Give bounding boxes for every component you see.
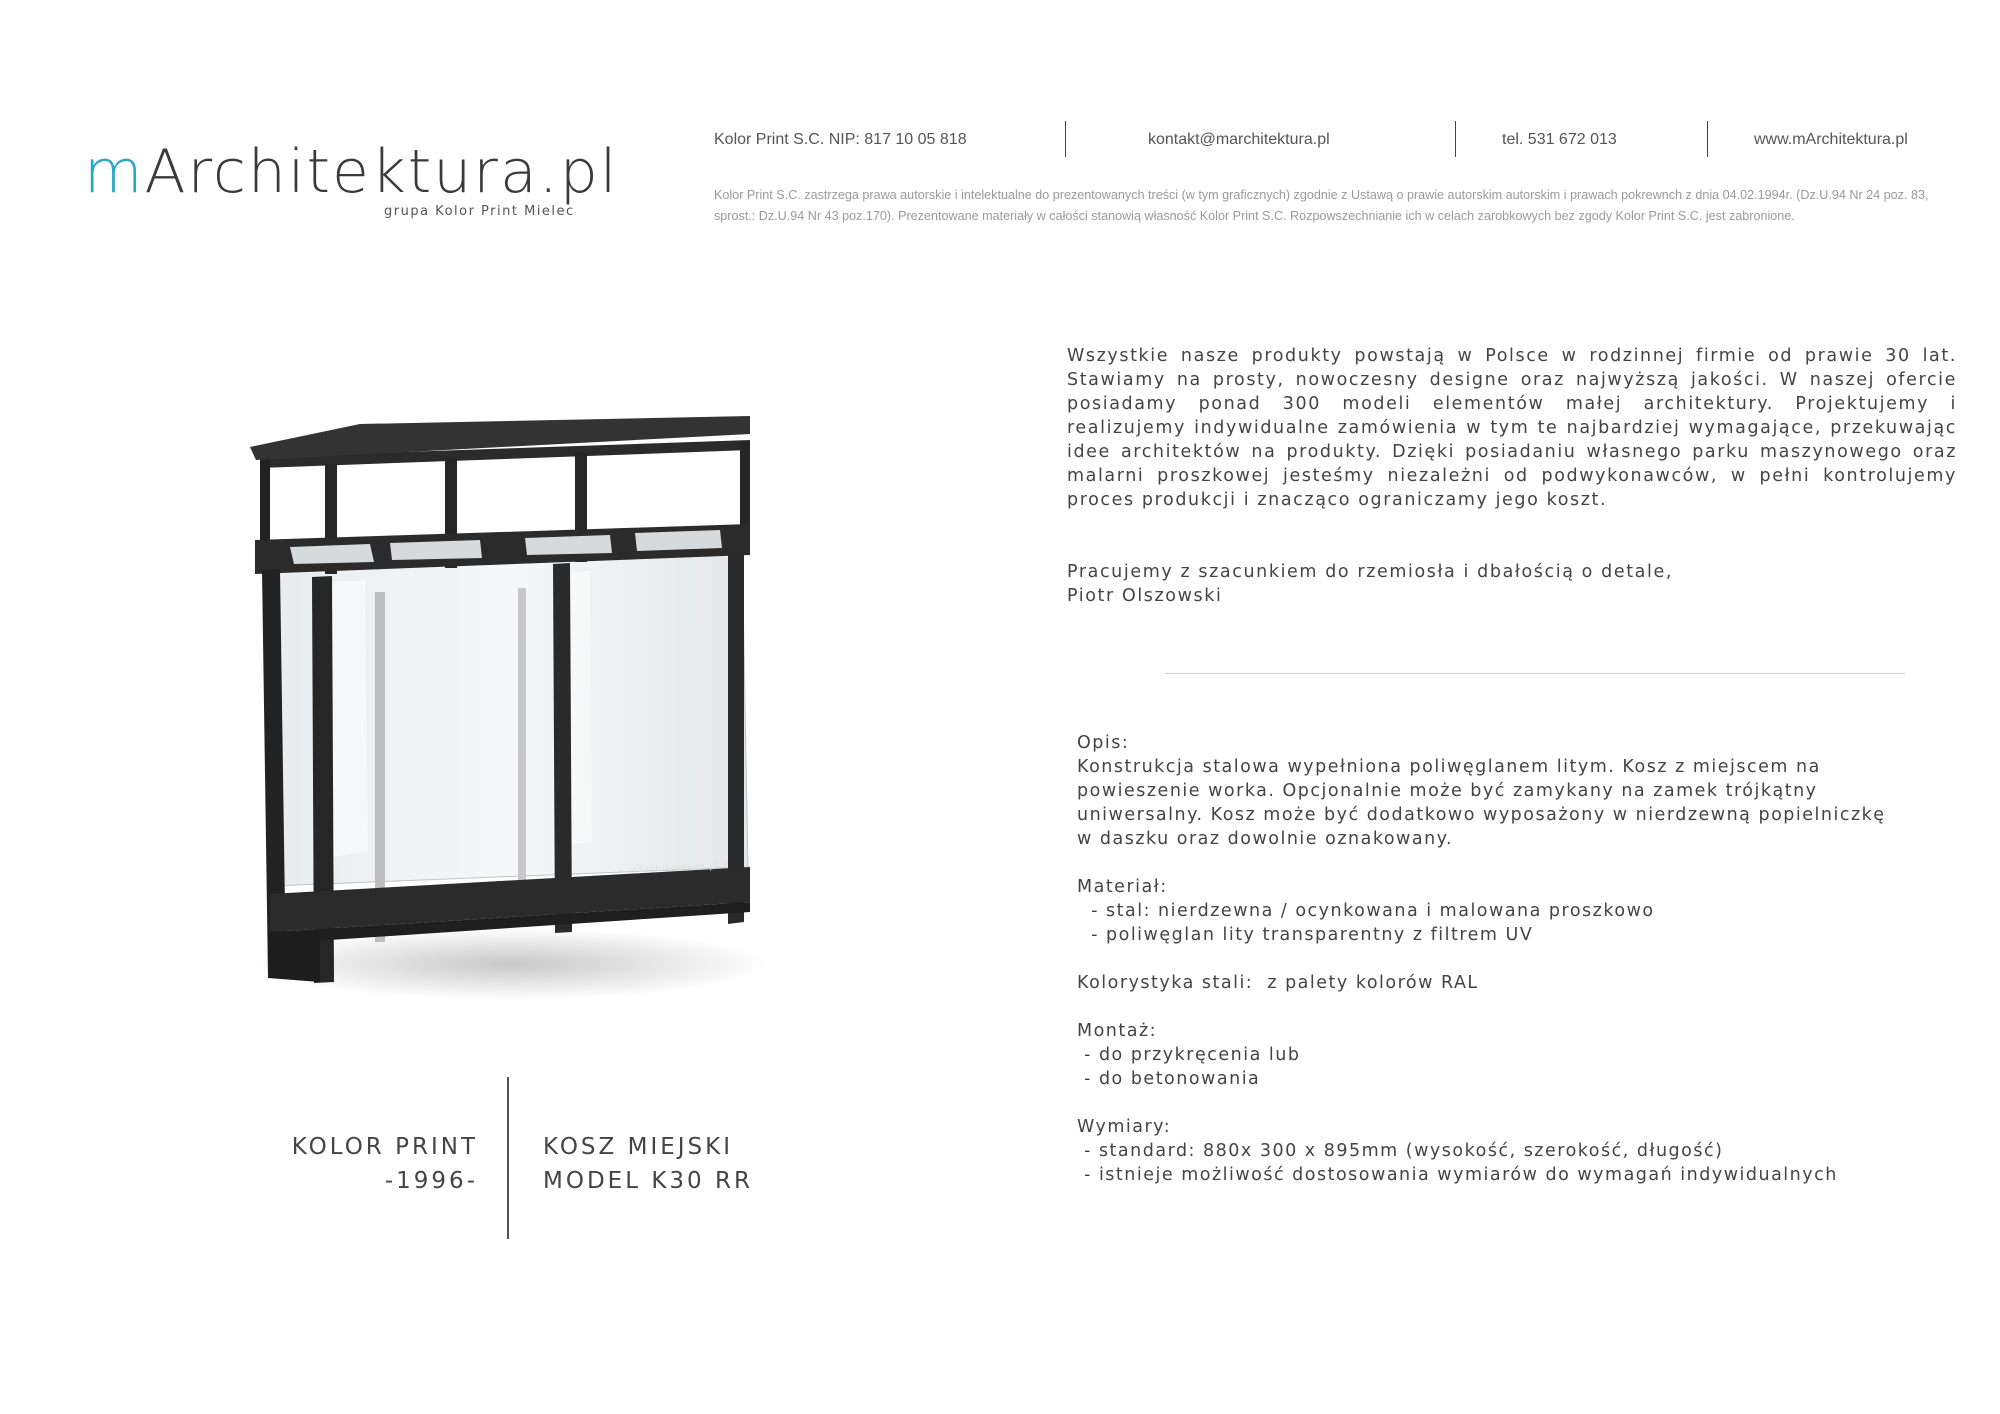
title-divider <box>507 1077 509 1239</box>
material-item: - poliwęglan lity transparentny z filtrem UV <box>1077 925 1534 945</box>
logo <box>84 137 644 232</box>
description-line: Konstrukcja stalowa wypełniona poliwęglanem litym. Kosz z miejscem na <box>1077 757 1821 777</box>
logo-text: Architektura.pl <box>144 137 619 207</box>
website-link[interactable]: www.mArchitektura.pl <box>1754 131 1908 148</box>
phone-number[interactable]: tel. 531 672 013 <box>1502 131 1617 148</box>
brand-name: KOLOR PRINT <box>291 1134 478 1160</box>
trash-bin-illustration <box>250 412 790 1002</box>
section-divider <box>1165 673 1905 674</box>
logo-accent: m <box>84 137 145 207</box>
divider <box>1065 121 1066 157</box>
description-line: w daszku oraz dowolnie oznakowany. <box>1077 829 1454 849</box>
mounting-item: - do betonowania <box>1077 1069 1261 1089</box>
brand-year: -1996- <box>384 1168 478 1194</box>
brand-block <box>292 1130 478 1198</box>
logo-subtitle: grupa Kolor Print Mielec <box>384 204 575 219</box>
product-name: KOSZ MIEJSKI <box>543 1134 734 1160</box>
description-line: uniwersalny. Kosz może być dodatkowo wyposażony w nierdzewną popielniczkę <box>1077 805 1886 825</box>
closing-line: Pracujemy z szacunkiem do rzemiosła i dbałością o detale, <box>1067 562 1673 582</box>
contact-bar <box>714 121 1954 157</box>
color-info: Kolorystyka stali: z palety kolorów RAL <box>1077 973 1479 993</box>
mounting-item: - do przykręcenia lub <box>1077 1045 1301 1065</box>
dimensions-item: - standard: 880x 300 x 895mm (wysokość, szerokość, długość) <box>1077 1141 1724 1161</box>
logo-wordmark <box>84 137 644 207</box>
email-link[interactable]: kontakt@marchitektura.pl <box>1148 131 1330 148</box>
company-info: Kolor Print S.C. NIP: 817 10 05 818 <box>714 131 967 148</box>
model-name: MODEL K30 RR <box>543 1168 753 1194</box>
model-block <box>543 1130 753 1198</box>
material-heading: Materiał: <box>1077 877 1168 897</box>
product-description <box>1077 731 1957 1187</box>
intro-paragraph: Wszystkie nasze produkty powstają w Polsce w rodzinnej firmie od prawie 30 lat. Stawiamy na prosty, nowoczesny designe oraz najwyższą jakości. W naszej ofercie posiadamy ponad 300 modeli elementów małej architektury. Projektujemy i realizujemy indywidualne zamówienia w tym te najbardziej wymagające, przekuwając idee architektów na produkty. Dzięki posiadaniu własnego parku maszynowego oraz malarni proszkowej jesteśmy niezależni od podwykonawców, w pełni kontrolujemy proces produkcji i znacząco ograniczamy jego koszt. <box>1067 346 1957 510</box>
intro-text <box>1067 344 1957 512</box>
mounting-heading: Montaż: <box>1077 1021 1158 1041</box>
divider <box>1707 121 1708 157</box>
signature: Piotr Olszowski <box>1067 586 1223 606</box>
dimensions-item: - istnieje możliwość dostosowania wymiarów do wymagań indywidualnych <box>1077 1165 1838 1185</box>
description-heading: Opis: <box>1077 733 1130 753</box>
dimensions-heading: Wymiary: <box>1077 1117 1172 1137</box>
closing-block <box>1067 560 1673 608</box>
divider <box>1455 121 1456 157</box>
legal-notice: Kolor Print S.C. zastrzega prawa autorskie i intelektualne do prezentowanych treści (w tym graficznych) zgodnie z Ustawą o prawie autorskim autorskim i prawach pokrewnch z dnia 04.02.1994r. (Dz.U.94 Nr 24 poz. 83, sprost.: Dz.U.94 Nr 43 poz.170). Prezentowane materiały w całości stanowią własność Kolor Print S.C. Rozpowszechnianie ich w celach zarobkowych bez zgody Kolor Print S.C. jest zabronione. <box>714 188 1929 223</box>
bin-brand-label: • mArchitektura.pl • <box>617 860 730 878</box>
description-line: powieszenie worka. Opcjonalnie może być zamykany na zamek trójkątny <box>1077 781 1818 801</box>
material-item: - stal: nierdzewna / ocynkowana i malowana proszkowo <box>1077 901 1655 921</box>
product-image <box>250 412 790 1002</box>
